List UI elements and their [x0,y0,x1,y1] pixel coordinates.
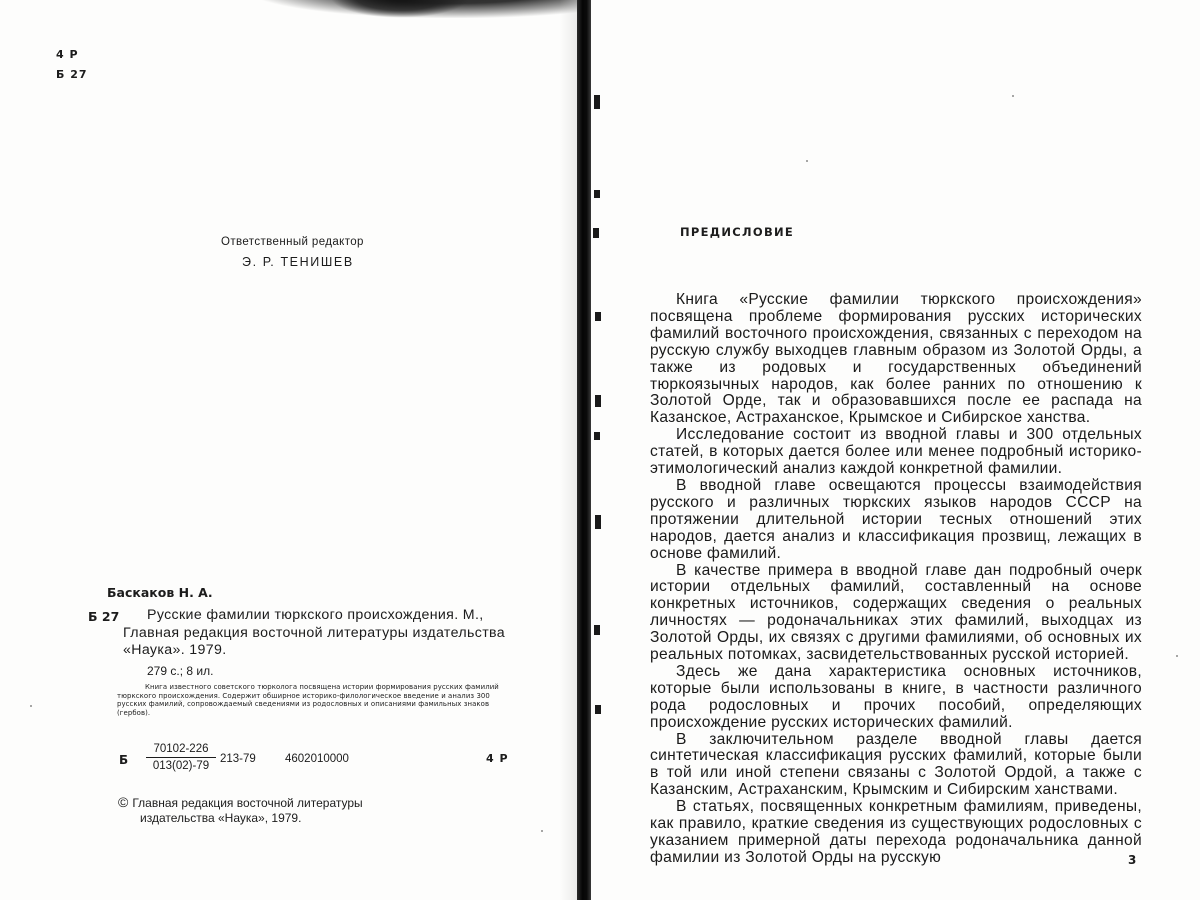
book-gutter [577,0,591,900]
preface-paragraph: В вводной главе освещаются процессы взаимодействия русского и различных тюркских языков народов СССР на протяжении длительной истории тесных отношений этих народов, дается анализ и классификация прозвищ, лежащих в основе фамилий. [650,476,1142,562]
copyright-line-1: Главная редакция восточной литературы [132,796,363,810]
preface-paragraph: В статьях, посвященных конкретным фамилиям, приведены, как правило, краткие сведения из существующих родословных с указанием примерной даты перехода родоначальника данной фамилии из Золотой Орды на русскую [650,798,1142,866]
preface-paragraph: Исследование состоит из вводной главы и 300 отдельных статей, в которых дается более или менее подробный историко-этимологический анализ каждой конкретной фамилии. [650,426,1142,478]
copyright-notice [118,795,363,826]
copyright-line-2: издательства «Наука», 1979. [140,811,302,825]
pages-illustrations: 279 с.; 8 ил. [147,664,214,678]
annotation-text: Книга известного советского тюрколога посвящена истории формирования русских фамилий тюркского происхождения. Содержит обширное историко-филологическое введение и анализ 300 русских фамилий, сопровождаемый сведениями из родословных и описаниями фамильных знаков (гербов). [117,683,499,717]
biblio-code: Б 27 [88,609,120,624]
right-page [591,0,1200,900]
preface-body [650,292,1142,867]
shelf-mark-line-2: Б 27 [56,68,88,81]
order-code: 213-79 [220,753,256,765]
author-name: Баскаков Н. А. [107,585,213,600]
index-letter: Б [119,753,129,767]
catalog-fraction [146,743,216,772]
preface-paragraph: Книга «Русские фамилии тюркского происхождения» посвящена проблеме формирования русских исторических фамилий восточного происхождения, связанных с переходом на русскую службу выходцев главным образом из Золотой Орды, а также из родовых и государственных объединений тюркоязычных народов, как более ранних по отношению к Золотой Орде, так и образовавшихся после ее распада на Казанское, Астраханское, Крымское и Сибирское ханства. [650,291,1142,427]
preface-title: ПРЕДИСЛОВИЕ [680,225,795,239]
price-code: 4 Р [486,752,509,765]
copyright-icon: © [118,794,129,810]
fraction-denominator: 013(02)-79 [152,760,210,772]
left-page [0,0,577,900]
preface-paragraph: Здесь же дана характеристика основных источников, которые были использованы в книге, в частности различного рода родословных и прочих пособий, определяющих происхождение русских исторических фамилий. [650,662,1142,731]
shelf-mark-line-1: 4 Р [56,48,79,61]
preface-paragraph: В качестве примера в вводной главе дан подробный очерк истории отдельных фамилий, составленный на основе конкретных источников, содержащих сведения о реальных личностях — родоначальниках этих фамилий, выходцах из Золотой Орды, их связях с другими фамилиями, об основных их реальных потомках, засвидетельствованных русской историей. [650,561,1142,664]
catalog-number: 4602010000 [285,753,349,765]
editor-label: Ответственный редактор [221,236,364,248]
fraction-numerator: 70102-226 [146,743,216,758]
editor-name: Э. Р. ТЕНИШЕВ [242,255,354,269]
page-number: 3 [1128,853,1137,867]
preface-paragraph: В заключительном разделе вводной главы дается синтетическая классификация русских фамилий, которые были в той или иной степени связаны с Золотой Ордой, а также с Казанским, Астраханским, Крымским и Сибирским ханствами. [650,730,1142,799]
bibliographic-description: Русские фамилии тюркского происхождения. М., Главная редакция восточной литературы издательства «Наука». 1979. [123,607,506,658]
